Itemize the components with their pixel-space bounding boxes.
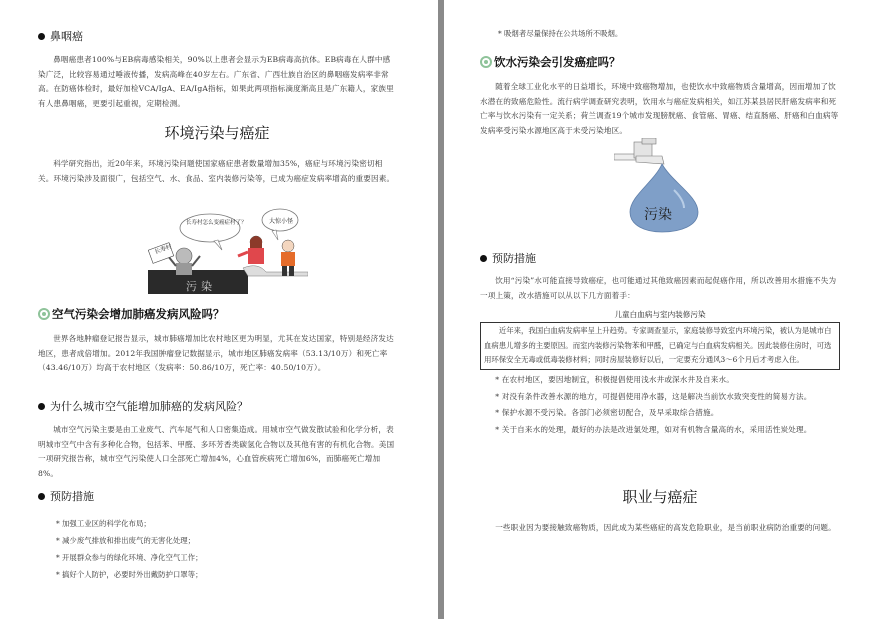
occupation-title: 职业与癌症 <box>622 488 698 506</box>
list-item: * 开展群众参与的绿化环境、净化空气工作； <box>56 553 203 562</box>
water-pollution-section <box>480 54 840 138</box>
pollution-cartoon-illustration <box>148 206 308 294</box>
water-pollution-heading <box>480 54 840 70</box>
speech-bubble-2: 大惊小怪 <box>269 218 294 225</box>
list-item: * 减少废气排放和排出废气的无害化处理； <box>56 536 196 545</box>
document-page-right <box>444 0 880 619</box>
left-prevention-section <box>38 488 396 581</box>
right-prevention-section <box>480 250 840 437</box>
nasopharyngeal-section <box>38 28 396 111</box>
leukemia-box-title: 儿童白血病与室内装修污染 <box>614 310 706 320</box>
air-pollution-body: 世界各地肿瘤登记报告显示，城市肺癌增加比农村地区更为明显，尤其在发达国家，特别是经济发达地区，患者成倍增加。2012年我国肿瘤登记数据显示，城市地区肺癌发病率（53.13/10万）和死亡率（43.46/10万）均高于农村地区（发病率：50.86/10万，死亡率：40.50/10万）。 <box>38 334 394 373</box>
air-pollution-section <box>38 306 396 376</box>
list-item: * 加强工业区的科学化布局； <box>56 519 151 528</box>
bullet-dot-icon <box>480 255 487 262</box>
nasopharyngeal-body: 鼻咽癌患者100%与EB病毒感染相关，90%以上患者会显示为EB病毒高抗体。EB病毒在人群中感染广泛，比较容易通过唾液传播，发病高峰在40岁左右。广东省、广西壮族自治区的鼻咽癌发病率非常高。在防癌体检时，最好加检VCA/IgA、EA/IgA指标，如果此两项指标滴度渐高且是广东籍人，家族里有人患鼻咽癌，更要引起重视，定期检测。 <box>38 55 394 108</box>
faucet-drop-illustration <box>614 138 714 234</box>
left-prevention-heading <box>38 488 396 504</box>
document-page-left <box>0 0 438 619</box>
nasopharyngeal-heading <box>38 28 396 44</box>
right-prevention-list <box>480 373 840 437</box>
heading-text: 饮水污染会引发癌症吗？ <box>494 55 621 69</box>
list-item: * 在农村地区，要因地制宜，积极提倡使用浅水井或深水井及自来水。 <box>495 374 735 384</box>
environment-section <box>38 122 396 186</box>
list-item: * 搞好个人防护，必要时外出戴防护口罩等； <box>56 570 203 579</box>
green-ring-icon <box>38 308 50 320</box>
village-sign: 长寿村 <box>153 243 174 256</box>
why-city-air-body: 城市空气污染主要是由工业废气、汽车尾气和人口密集造成。用城市空气做发散试验和化学分析，表明城市空气中含有多种化合物，包括苯、甲醛、多环芳香类碳氢化合物以及其他有害的有机化合物。美国一项研究报告称，城市空气污染使人口全部死亡增加4%，心血管疾病死亡增加6%，而肺癌死亡增加8%。 <box>38 425 395 478</box>
list-item: * 关于自来水的处理，最好的办法是改进氯处理，如对有机物含量高的水，采用活性炭处理。 <box>495 424 812 434</box>
why-city-air-heading <box>38 398 396 414</box>
heading-text: 预防措施 <box>50 490 94 503</box>
box-body: 近年来，我国白血病发病率呈上升趋势。专家调查显示，家庭装修导致室内环境污染，被认为是城市白血病患儿增多的主要原因。而室内装修污染物苯和甲醛，已确定与白血病发病相关。因此装修住房时，可选用环保安全无毒或低毒装修材料；同时房屋装修好以后，一定要充分通风3～6个月后才考虑入住。 <box>484 326 832 365</box>
list-item: * 吸烟者尽量保持在公共场所不吸烟。 <box>498 29 623 38</box>
air-pollution-heading <box>38 306 396 322</box>
why-city-air-section <box>38 398 396 481</box>
right-top-item <box>480 28 840 40</box>
leukemia-text-box <box>480 322 840 370</box>
heading-text: 空气污染会增加肺癌发病风险吗？ <box>52 307 225 321</box>
left-prevention-list <box>38 518 396 581</box>
water-pollution-body: 随着全球工业化水平的日益增长，环境中致癌物增加，也使饮水中致癌物质含量增高，因而增加了饮水潜在的致癌危险性。流行病学调查研究表明，饮用水与癌症发病相关，如江苏某县居民肝癌发病率和死亡率与饮水污染有一定关系；荷兰调查19个城市发现膀胱癌、食管癌、胃癌、结直肠癌、肝癌和白血病等发病率受污染水源地区高于未受污染地区。 <box>480 82 839 135</box>
occupation-body: 一些职业因为要接触致癌物质，因此成为某些癌症的高发危险职业，是当前职业病防治重要的问题。 <box>495 523 836 532</box>
green-ring-icon <box>480 56 492 68</box>
right-prevention-heading <box>480 250 840 266</box>
environment-body: 科学研究指出，近20年来，环境污染问题使国家癌症患者数量增加35%，癌症与环境污染密切相关。环境污染涉及面很广，包括空气、水、食品、室内装修污染等，已成为癌症发病率增高的重要因素。 <box>38 159 395 183</box>
occupation-section <box>480 486 840 536</box>
heading-text: 为什么城市空气能增加肺癌的发病风险？ <box>50 400 248 413</box>
list-item: * 保护水源不受污染。各部门必须密切配合，及早采取综合措施。 <box>495 408 719 418</box>
heading-text: 预防措施 <box>492 252 536 265</box>
bullet-dot-icon <box>38 33 45 40</box>
heading-text: 鼻咽癌 <box>50 30 83 43</box>
bullet-dot-icon <box>38 403 45 410</box>
pollution-label: 污染 <box>644 207 672 223</box>
list-item: * 对没有条件改善水源的地方，可提倡使用净水器，这是解决当前饮水致突变性的简易方法。 <box>495 391 812 401</box>
environment-title: 环境污染与癌症 <box>164 124 270 142</box>
pollution-label: 污染 <box>186 280 216 293</box>
speech-bubble-1: 长寿村怎么变癌症村了？ <box>186 220 247 226</box>
right-prevention-body: 饮用“污染”水可能直接导致癌症，也可能通过其他致癌因素而起促癌作用，所以改善用水措施不失为一项上策，改水措施可以从以下几方面着手： <box>480 276 837 300</box>
bullet-dot-icon <box>38 493 45 500</box>
